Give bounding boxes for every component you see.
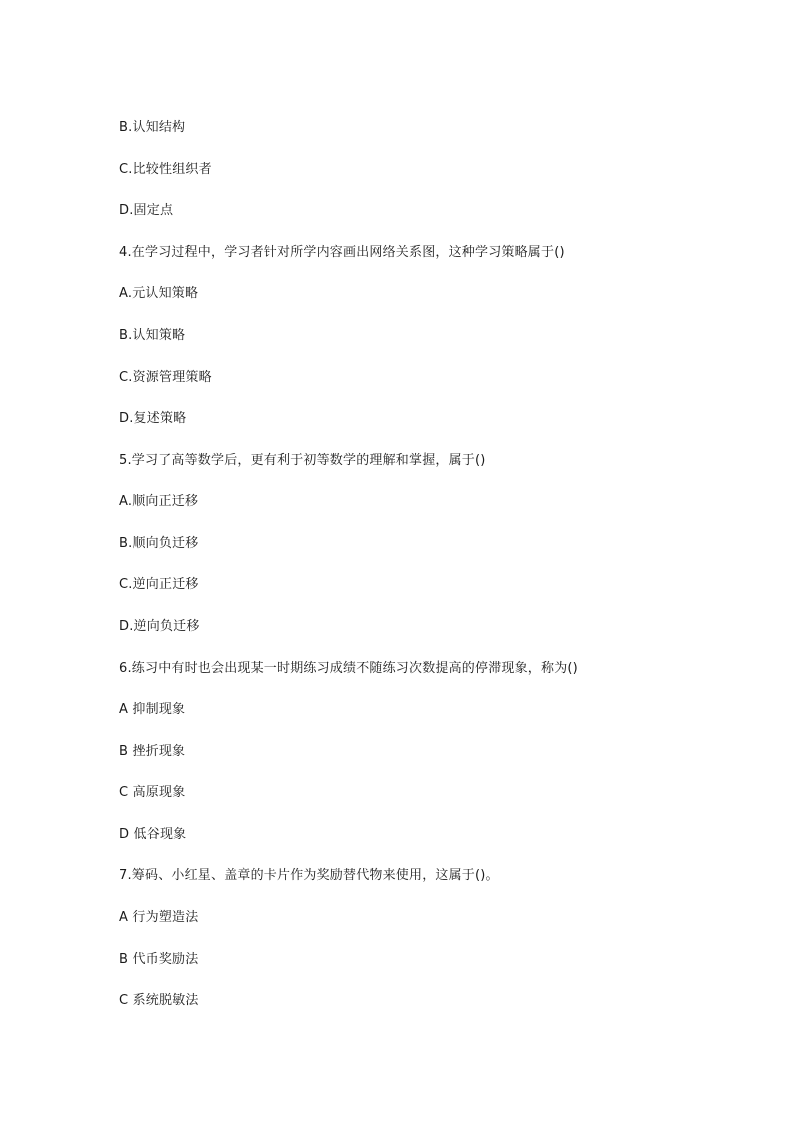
option-4b: B.认知策略 bbox=[119, 328, 186, 343]
option-7a: A 行为塑造法 bbox=[119, 910, 199, 925]
option-5c: C.逆向正迁移 bbox=[119, 577, 199, 592]
question-5: 5.学习了高等数学后，更有利于初等数学的理解和掌握，属于() bbox=[119, 453, 486, 468]
option-6d: D 低谷现象 bbox=[119, 827, 187, 842]
option-3c: C.比较性组织者 bbox=[119, 162, 212, 177]
option-5a: A.顺向正迁移 bbox=[119, 494, 199, 509]
question-7: 7.筹码、小红星、盖章的卡片作为奖励替代物来使用，这属于()。 bbox=[119, 868, 499, 883]
option-4c: C.资源管理策略 bbox=[119, 370, 212, 385]
option-6a: A 抑制现象 bbox=[119, 702, 186, 717]
option-7b: B 代币奖励法 bbox=[119, 952, 199, 967]
option-4d: D.复述策略 bbox=[119, 411, 187, 426]
question-4: 4.在学习过程中，学习者针对所学内容画出网络关系图，这种学习策略属于() bbox=[119, 245, 565, 260]
question-6: 6.练习中有时也会出现某一时期练习成绩不随练习次数提高的停滞现象，称为() bbox=[119, 661, 578, 676]
option-5d: D.逆向负迁移 bbox=[119, 619, 200, 634]
option-3d: D.固定点 bbox=[119, 203, 174, 218]
option-6c: C 高原现象 bbox=[119, 785, 186, 800]
option-3b: B.认知结构 bbox=[119, 120, 186, 135]
option-6b: B 挫折现象 bbox=[119, 744, 186, 759]
option-4a: A.元认知策略 bbox=[119, 286, 199, 301]
option-7c: C 系统脱敏法 bbox=[119, 993, 199, 1008]
option-5b: B.顺向负迁移 bbox=[119, 536, 199, 551]
